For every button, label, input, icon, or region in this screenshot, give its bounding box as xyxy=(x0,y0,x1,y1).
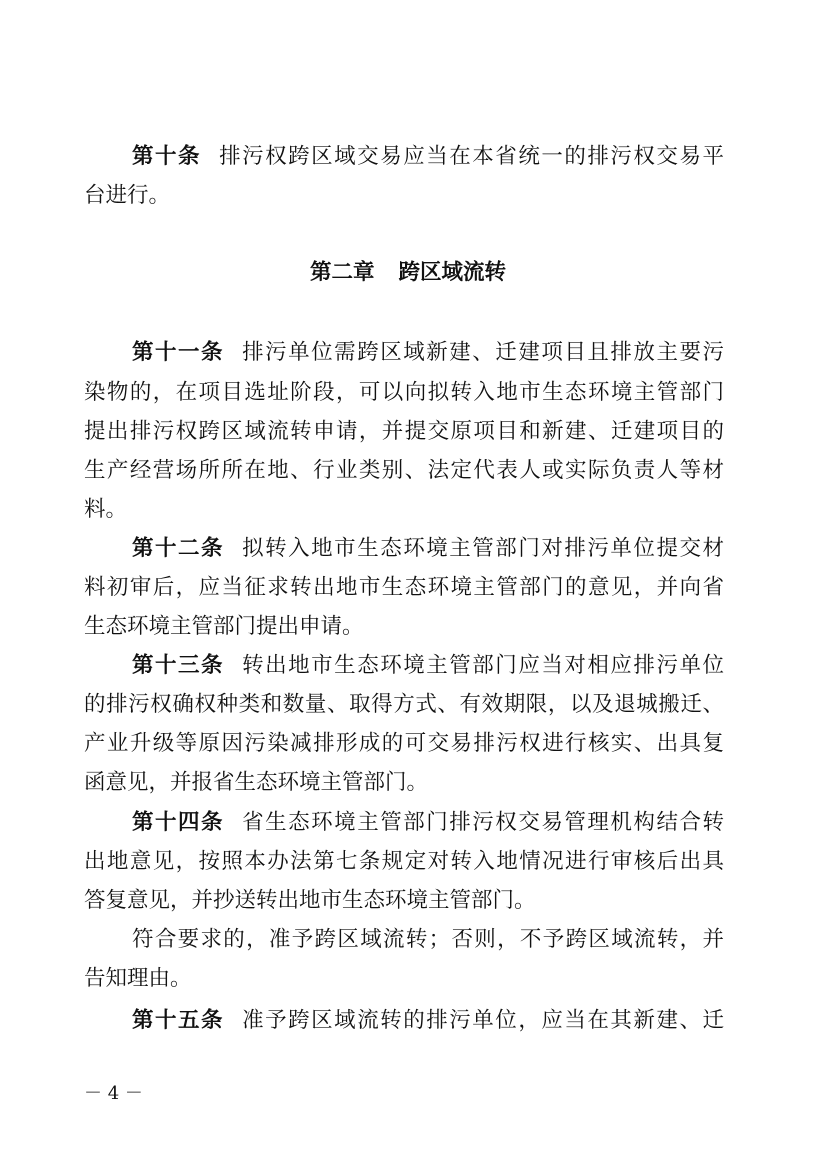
article-15-line-1: 第十五条 准予跨区域流转的排污单位，应当在其新建、迁 xyxy=(132,1008,724,1033)
article-11-line-3: 提出排污权跨区域流转申请，并提交原项目和新建、迁建项目的 xyxy=(84,419,724,444)
article-13-line-2: 的排污权确权种类和数量、取得方式、有效期限，以及退城搬迁、 xyxy=(84,692,724,717)
article-13-line-3: 产业升级等原因污染减排形成的可交易排污权进行核实、出具复 xyxy=(84,731,724,756)
article-10-line-1: 第十条 排污权跨区域交易应当在本省统一的排污权交易平 xyxy=(132,144,724,169)
article-13-label: 第十三条 xyxy=(132,653,225,678)
article-13-line-1: 第十三条 转出地市生态环境主管部门应当对相应排污单位 xyxy=(132,653,724,678)
article-10-line-2: 台进行。 xyxy=(84,183,171,208)
article-12-label: 第十二条 xyxy=(132,536,225,561)
article-14-line-2: 出地意见，按照本办法第七条规定对转入地情况进行审核后出具 xyxy=(84,849,724,874)
article-12-line-1: 第十二条 拟转入地市生态环境主管部门对排污单位提交材 xyxy=(132,536,724,561)
article-11-line-1: 第十一条 排污单位需跨区域新建、迁建项目且排放主要污 xyxy=(132,340,724,365)
chapter-title: 跨区域流转 xyxy=(398,260,507,285)
article-10-label: 第十条 xyxy=(132,144,202,169)
article-14-label: 第十四条 xyxy=(132,810,225,835)
article-13-line-4: 函意见，并报省生态环境主管部门。 xyxy=(84,770,429,795)
article-15-label: 第十五条 xyxy=(132,1008,225,1033)
page-number: － 4 － xyxy=(84,1083,143,1104)
article-11-line-4: 生产经营场所所在地、行业类别、法定代表人或实际负责人等材 xyxy=(84,458,724,483)
article-14-line-1: 第十四条 省生态环境主管部门排污权交易管理机构结合转 xyxy=(132,810,724,835)
article-14-line-3: 答复意见，并抄送转出地市生态环境主管部门。 xyxy=(84,888,536,913)
article-11-label: 第十一条 xyxy=(132,340,225,365)
article-11-line-5: 料。 xyxy=(84,497,128,522)
chapter-heading xyxy=(0,258,816,288)
article-12-line-3: 生态环境主管部门提出申请。 xyxy=(84,614,364,639)
article-11-line-2: 染物的，在项目选址阶段，可以向拟转入地市生态环境主管部门 xyxy=(84,380,724,405)
chapter-number: 第二章 xyxy=(309,260,375,285)
article-12-line-2: 料初审后，应当征求转出地市生态环境主管部门的意见，并向省 xyxy=(84,575,724,600)
paragraph-line-1: 符合要求的，准予跨区域流转；否则，不予跨区域流转，并 xyxy=(132,927,724,952)
paragraph-line-2: 告知理由。 xyxy=(84,966,192,991)
